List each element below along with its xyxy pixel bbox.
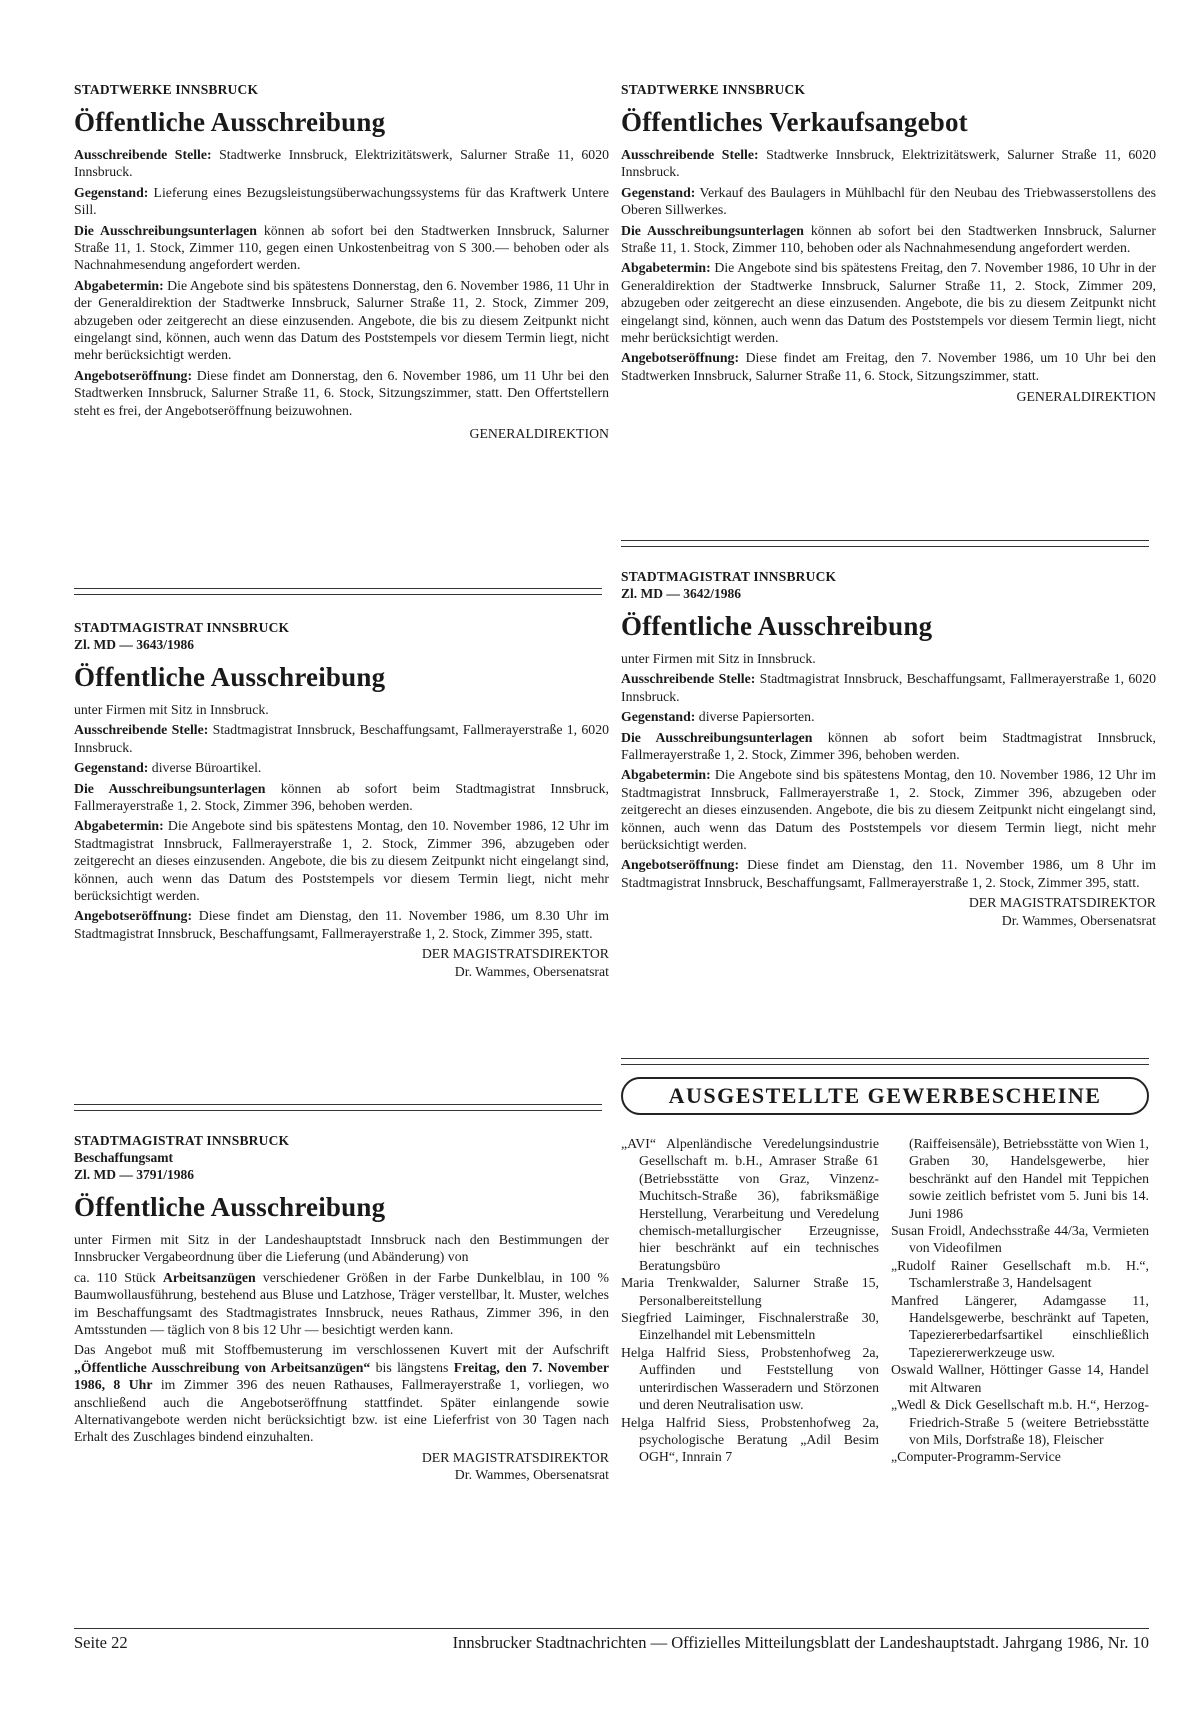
notice-signatory: Dr. Wammes, Obersenatsrat [454, 1467, 609, 1483]
section-divider [74, 588, 602, 595]
notice-paragraph: Abgabetermin: Die Angebote sind bis spätestens Freitag, den 7. November 1986, 10 Uhr in der Generaldirektion der Stadtwerke Innsbruck, Salurner Straße 11, 2. Stock, Zimmer 209, abzugeben oder zeitgerecht an diese einzusenden. Angebote, die bis zu diesem Zeitpunkt nicht eingelangt sind, können, auch wenn das Datum des Poststempels vor diesem Termin liegt, nicht mehr berücksichtigt werden. [621, 260, 1156, 346]
list-item: Oswald Wallner, Höttinger Gasse 14, Handel mit Altwaren [891, 1362, 1149, 1395]
list-item: „Wedl & Dick Gesellschaft m.b. H.“, Herzog-Friedrich-Straße 5 (weitere Betriebsstätte von Mils, Dorfstraße 18), Fleischer [891, 1397, 1149, 1447]
notice-paragraph: Die Ausschreibungsunterlagen können ab sofort bei den Stadtwerken Innsbruck, Salurner Straße 11, 1. Stock, Zimmer 110, behoben oder als Nachnahmesendung angefordert werden. [621, 222, 1157, 256]
notice-stadtwerke-ausschreibung [74, 81, 609, 443]
list-item: (Raiffeisensäle), Betriebsstätte von Wien 1, Graben 30, Handelsgewerbe, hier beschränkt auf den Handel mit Teppichen sowie zeitlich befristet vom 5. Juni bis 14. Juni 1986 [909, 1136, 1149, 1221]
notice-paragraph: Angebotseröffnung: Diese findet am Donnerstag, den 6. November 1986, um 11 Uhr bei den Stadtwerken Innsbruck, Salurner Straße 11, 6. Stock, Sitzungszimmer, statt. Den Offertstellern steht es frei, der Angebotseröffnung beizuwohnen. [74, 367, 609, 418]
notice-paragraph: Angebotseröffnung: Diese findet am Freitag, den 7. November 1986, um 10 Uhr bei den Stadtwerken Innsbruck, Salurner Straße 11, 6. Stock, Sitzungszimmer, statt. [621, 350, 1156, 383]
list-item: „Rudolf Rainer Gesellschaft m.b. H.“, Tschamlerstraße 3, Handelsagent [891, 1257, 1149, 1291]
notice-organization: STADTWERKE INNSBRUCK [621, 82, 806, 97]
notice-title: Öffentliche Ausschreibung [74, 1192, 386, 1222]
notice-signature: GENERALDIREKTION [469, 426, 609, 442]
notice-reference: Zl. MD — 3642/1986 [621, 586, 741, 601]
list-item: „Computer-Programm-Service [891, 1449, 1061, 1465]
notice-title: Öffentliches Verkaufsangebot [621, 107, 968, 137]
notice-paragraph: Gegenstand: diverse Büroartikel. [74, 760, 262, 776]
gewerbescheine-column-1 [621, 1135, 879, 1466]
notice-organization: STADTMAGISTRAT INNSBRUCK [621, 569, 837, 584]
notice-stadtwerke-verkauf [621, 81, 1156, 406]
list-item: Helga Halfrid Siess, Probstenhofweg 2a, psychologische Beratung „Adil Besim OGH“, Innrain 7 [621, 1414, 879, 1465]
notice-magistrat-3643 [74, 619, 609, 980]
notice-title: Öffentliche Ausschreibung [621, 611, 933, 641]
notice-paragraph: Die Ausschreibungsunterlagen können ab sofort beim Stadtmagistrat Innsbruck, Fallmerayerstraße 1, 2. Stock, Zimmer 396, behoben werden. [74, 780, 610, 814]
footer-divider [74, 1628, 1149, 1629]
notice-paragraph: ca. 110 Stück Arbeitsanzügen verschiedener Größen in der Farbe Dunkelblau, in 100 % Baumwollausführung, bestehend aus Bluse und Latzhose, Träger verstellbar, lt. Muster, welches im Beschaffungsamt des Stadtmagistrates Innsbruck, neues Rathaus, Zimmer 396, in den Amtsstunden — täglich von 8 bis 12 Uhr — besichtigt werden kann. [74, 1269, 609, 1338]
notice-paragraph: Ausschreibende Stelle: Stadtmagistrat Innsbruck, Beschaffungsamt, Fallmerayerstraße 1, 6020 Innsbruck. [621, 671, 1157, 704]
notice-paragraph: unter Firmen mit Sitz in der Landeshauptstadt Innsbruck nach den Bestimmungen der Innsbrucker Vergabeordnung über die Lieferung (und Abänderung) von [74, 1232, 609, 1265]
notice-signature: DER MAGISTRATSDIREKTOR [421, 1449, 609, 1465]
notice-title: Öffentliche Ausschreibung [74, 107, 386, 137]
page-number: Seite 22 [74, 1633, 128, 1652]
notice-paragraph: Angebotseröffnung: Diese findet am Dienstag, den 11. November 1986, um 8 Uhr im Stadtmagistrat Innsbruck, Beschaffungsamt, Fallmerayerstraße 1, 2. Stock, Zimmer 395, statt. [621, 857, 1156, 890]
notice-signature: GENERALDIREKTION [1016, 389, 1156, 405]
notice-paragraph: Abgabetermin: Die Angebote sind bis spätestens Montag, den 10. November 1986, 12 Uhr im Stadtmagistrat Innsbruck, Fallmerayerstraße 1, 2. Stock, Zimmer 396, abzugeben oder zeitgerecht an dieses einzusenden. Angebote, die bis zu diesem Zeitpunkt nicht eingelangt sind, können, auch wenn das Datum des Poststempels vor diesem Termin liegt, nicht mehr berücksichtigt werden. [74, 818, 609, 904]
list-item: Siegfried Laiminger, Fischnalerstraße 30, Einzelhandel mit Lebensmitteln [621, 1310, 879, 1343]
notice-paragraph: Ausschreibende Stelle: Stadtwerke Innsbruck, Elektrizitätswerk, Salurner Straße 11, 6020 Innsbruck. [74, 147, 609, 180]
notice-signatory: Dr. Wammes, Obersenatsrat [1001, 912, 1156, 928]
notice-magistrat-3791 [74, 1132, 609, 1484]
notice-paragraph: Ausschreibende Stelle: Stadtwerke Innsbruck, Elektrizitätswerk, Salurner Straße 11, 6020 Innsbruck. [621, 147, 1156, 180]
notice-paragraph: Gegenstand: Verkauf des Baulagers in Mühlbachl für den Neubau des Triebwasserstollens des Oberen Sillwerkes. [621, 184, 1156, 218]
notice-organization: STADTWERKE INNSBRUCK [74, 82, 259, 97]
section-divider [621, 1058, 1149, 1065]
notice-paragraph: Die Ausschreibungsunterlagen können ab sofort beim Stadtmagistrat Innsbruck, Fallmerayerstraße 1, 2. Stock, Zimmer 396, behoben werden. [621, 729, 1157, 763]
notice-paragraph: Das Angebot muß mit Stoffbemusterung im verschlossenen Kuvert mit der Aufschrift „Öffentliche Ausschreibung von Arbeitsanzügen“ bis längstens Freitag, den 7. November 1986, 8 Uhr im Zimmer 396 des neuen Rathauses, Fallmerayerstraße 1, vorliegen, wo anschließend auch die Angebotseröffnung stattfindet. Später einlangende sowie Alternativangebote werden nicht berücksichtigt bzw. ist eine Lieferfrist von 30 Tagen nach Erhalt des Zuschlages bindend einzuhalten. [74, 1342, 609, 1445]
publication-title: Innsbrucker Stadtnachrichten — Offizielles Mitteilungsblatt der Landeshauptstadt. Jahrgang 1986, Nr. 10 [452, 1633, 1149, 1652]
notice-paragraph: Ausschreibende Stelle: Stadtmagistrat Innsbruck, Beschaffungsamt, Fallmerayerstraße 1, 6020 Innsbruck. [74, 722, 610, 755]
notice-signatory: Dr. Wammes, Obersenatsrat [454, 963, 609, 979]
notice-paragraph: unter Firmen mit Sitz in Innsbruck. [74, 702, 269, 717]
gewerbescheine-column-2 [891, 1135, 1149, 1466]
notice-paragraph: Angebotseröffnung: Diese findet am Dienstag, den 11. November 1986, um 8.30 Uhr im Stadtmagistrat Innsbruck, Beschaffungsamt, Fallmerayerstraße 1, 2. Stock, Zimmer 395, statt. [74, 908, 609, 941]
list-item: Helga Halfrid Siess, Probstenhofweg 2a, Auffinden und Feststellung von unterirdischen Wasseradern und Störzonen und deren Neutralisation usw. [621, 1344, 879, 1413]
list-item: „AVI“ Alpenländische Veredelungsindustrie Gesellschaft m. b.H., Amraser Straße 61 (Betriebsstätte von Graz, Vinzenz-Muchitsch-Straße 36), fabriksmäßige Herstellung, Verarbeitung und Veredelung chemisch-metallurgischer Erzeugnisse, hier beschränkt auf ein technisches Beratungsbüro [621, 1136, 879, 1273]
gewerbescheine-heading-text: AUSGESTELLTE GEWERBESCHEINE [668, 1083, 1102, 1108]
notice-organization: STADTMAGISTRAT INNSBRUCK [74, 620, 290, 635]
notice-organization: STADTMAGISTRAT INNSBRUCK [74, 1133, 290, 1148]
notice-signature: DER MAGISTRATSDIREKTOR [421, 946, 609, 962]
notice-paragraph: Abgabetermin: Die Angebote sind bis spätestens Donnerstag, den 6. November 1986, 11 Uhr in der Generaldirektion der Stadtwerke Innsbruck, Salurner Straße 11, 2. Stock, Zimmer 209, abzugeben oder zeitgerecht an diese einzusenden. Angebote, die bis zu diesem Zeitpunkt nicht eingelangt sind, können, auch wenn das Datum des Poststempels vor diesem Termin liegt, nicht mehr berücksichtigt werden. [74, 277, 609, 363]
section-divider [74, 1104, 602, 1111]
page-footer [74, 1633, 1149, 1653]
notice-magistrat-3642 [621, 568, 1156, 929]
notice-paragraph: Abgabetermin: Die Angebote sind bis spätestens Montag, den 10. November 1986, 12 Uhr im Stadtmagistrat Innsbruck, Fallmerayerstraße 1, 2. Stock, Zimmer 396, abzugeben oder zeitgerecht an dieses einzusenden. Angebote, die bis zu diesem Zeitpunkt nicht eingelangt sind, können, auch wenn das Datum des Poststempels vor diesem Termin liegt, nicht mehr berücksichtigt werden. [621, 767, 1156, 853]
notice-paragraph: Gegenstand: diverse Papiersorten. [621, 709, 815, 725]
notice-department: Beschaffungsamt [74, 1150, 174, 1165]
list-item: Manfred Längerer, Adamgasse 11, Handelsgewerbe, beschränkt auf Tapeten, Tapeziererbedarfsartikel einschließlich Tapeziererwerkzeuge usw. [891, 1292, 1149, 1360]
list-item: Maria Trenkwalder, Salurner Straße 15, Personalbereitstellung [621, 1275, 879, 1308]
notice-title: Öffentliche Ausschreibung [74, 662, 386, 692]
gewerbescheine-heading [621, 1077, 1149, 1115]
notice-paragraph: unter Firmen mit Sitz in Innsbruck. [621, 651, 816, 666]
notice-reference: Zl. MD — 3643/1986 [74, 637, 194, 652]
notice-signature: DER MAGISTRATSDIREKTOR [968, 895, 1156, 911]
notice-paragraph: Gegenstand: Lieferung eines Bezugsleistungsüberwachungssystems für das Kraftwerk Untere Sill. [74, 184, 609, 218]
section-divider [621, 540, 1149, 547]
notice-paragraph: Die Ausschreibungsunterlagen können ab sofort bei den Stadtwerken Innsbruck, Salurner Straße 11, 1. Stock, Zimmer 110, gegen einen Unkostenbeitrag von S 300.— behoben oder als Nachnahmesendung angefordert werden. [74, 222, 610, 273]
notice-reference: Zl. MD — 3791/1986 [74, 1167, 194, 1182]
list-item: Susan Froidl, Andechsstraße 44/3a, Vermieten von Videofilmen [891, 1223, 1149, 1256]
